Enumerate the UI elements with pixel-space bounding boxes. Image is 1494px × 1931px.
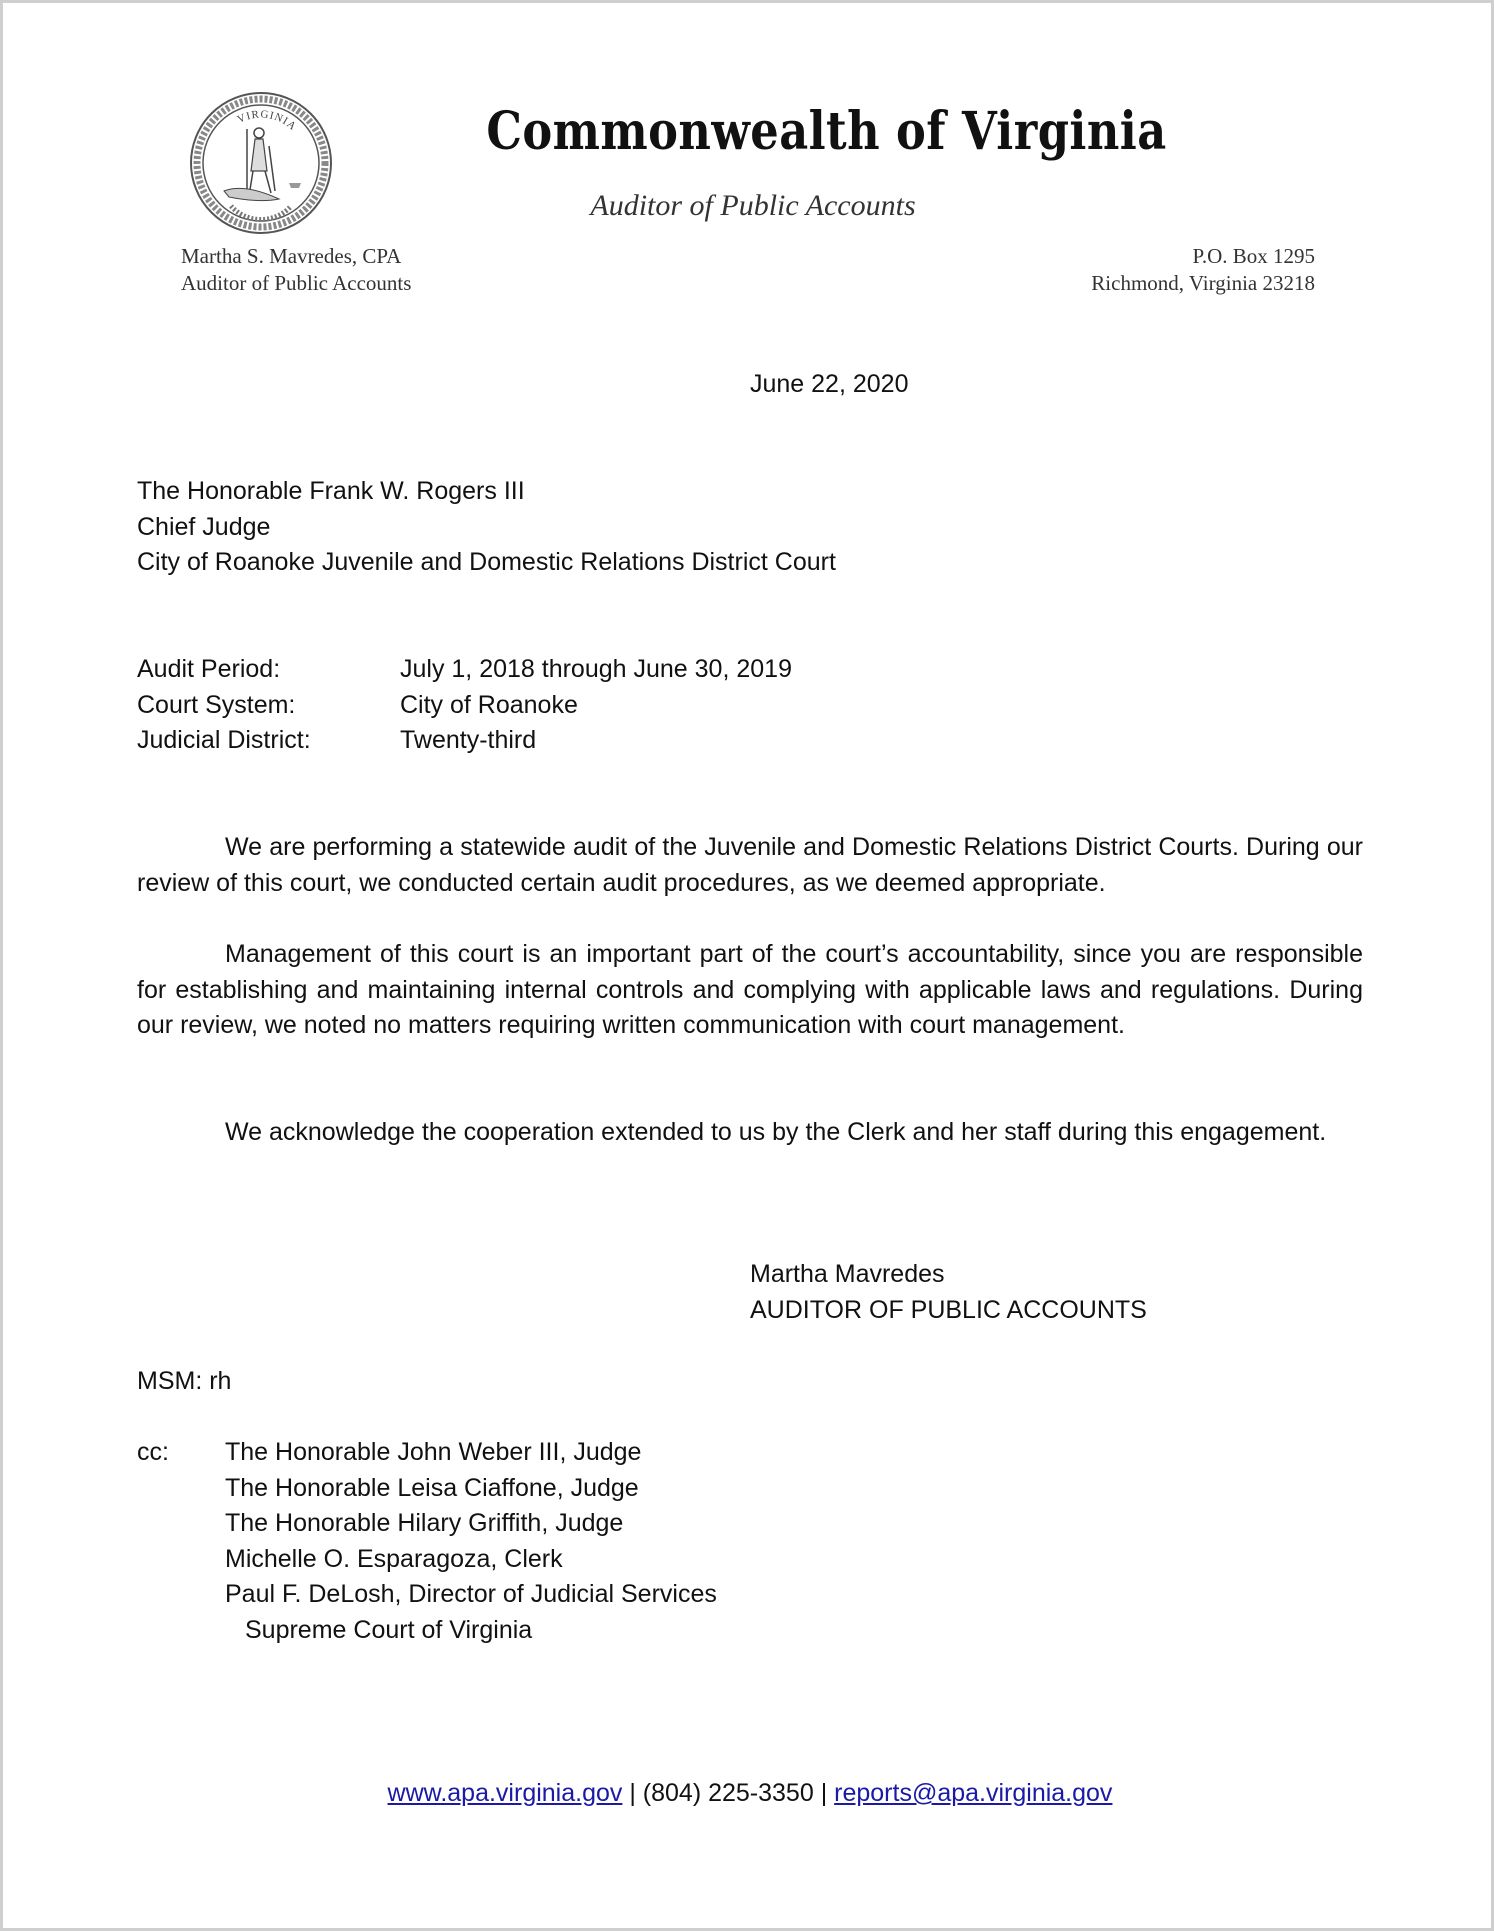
meta-value: July 1, 2018 through June 30, 2019: [400, 655, 792, 683]
addressee-block: [137, 474, 836, 581]
letterhead-address-block: [1091, 243, 1315, 297]
cc-recipient: The Honorable John Weber III, Judge: [225, 1438, 642, 1466]
meta-label: Judicial District:: [137, 726, 311, 755]
meta-value: City of Roanoke: [400, 690, 578, 719]
auditor-title: Auditor of Public Accounts: [181, 271, 412, 295]
cc-recipient: Paul F. DeLosh, Director of Judicial Services: [225, 1580, 717, 1609]
body-paragraph-1: We are performing a statewide audit of the Juvenile and Domestic Relations District Courts. During our review of this court, we conducted certain audit procedures, as we deemed appropriate.: [137, 833, 1363, 897]
signature-title: AUDITOR OF PUBLIC ACCOUNTS: [750, 1295, 1147, 1324]
signature-name: Martha Mavredes: [750, 1260, 945, 1288]
cc-block: [137, 1435, 717, 1649]
meta-label: Court System:: [137, 690, 296, 719]
cc-recipient: The Honorable Hilary Griffith, Judge: [225, 1509, 624, 1538]
po-box: P.O. Box 1295: [1192, 244, 1315, 268]
reference-initials: MSM: rh: [137, 1367, 232, 1395]
audit-meta: [137, 652, 792, 759]
svg-text:VIRGINIA: VIRGINIA: [235, 108, 299, 134]
email-link[interactable]: reports@apa.virginia.gov: [834, 1779, 1113, 1807]
meta-label: Audit Period:: [137, 655, 281, 683]
addressee-title: Chief Judge: [137, 512, 271, 541]
auditor-name: Martha S. Mavredes, CPA: [181, 244, 402, 268]
addressee-court: City of Roanoke Juvenile and Domestic Relations District Court: [137, 548, 836, 577]
letterhead-title: Commonwealth of Virginia: [486, 101, 1167, 162]
footer-separator: |: [813, 1779, 835, 1807]
city-state-zip: Richmond, Virginia 23218: [1091, 271, 1315, 295]
addressee-name: The Honorable Frank W. Rogers III: [137, 477, 525, 505]
meta-row-court-system: [137, 688, 792, 724]
footer-contact: [3, 1779, 1494, 1808]
footer-separator: |: [622, 1779, 643, 1807]
cc-recipient: Supreme Court of Virginia: [245, 1615, 533, 1644]
virginia-seal-icon: [189, 91, 333, 235]
website-link[interactable]: www.apa.virginia.gov: [387, 1779, 623, 1807]
cc-list: [225, 1435, 717, 1649]
body-paragraph-3: We acknowledge the cooperation extended to us by the Clerk and her staff during this engagement.: [225, 1118, 1327, 1146]
phone-number: (804) 225-3350: [642, 1779, 814, 1807]
meta-row-judicial-district: [137, 723, 792, 759]
body-paragraph-2: Management of this court is an important part of the court’s accountability, since you are responsible for establishing and maintaining internal controls and complying with applicable laws and regulations. During our review, we noted no matters requiring written communication with court management.: [137, 940, 1363, 1040]
cc-recipient: Michelle O. Esparagoza, Clerk: [225, 1544, 563, 1573]
letterhead-subtitle: Auditor of Public Accounts: [590, 189, 916, 222]
meta-value: Twenty-third: [400, 726, 537, 755]
meta-row-audit-period: [137, 652, 792, 688]
letter-date: June 22, 2020: [750, 370, 909, 398]
signature-block: [750, 1257, 1147, 1328]
cc-recipient: The Honorable Leisa Ciaffone, Judge: [225, 1473, 639, 1502]
letterhead-auditor-block: [181, 243, 411, 297]
cc-label: cc:: [137, 1438, 169, 1466]
